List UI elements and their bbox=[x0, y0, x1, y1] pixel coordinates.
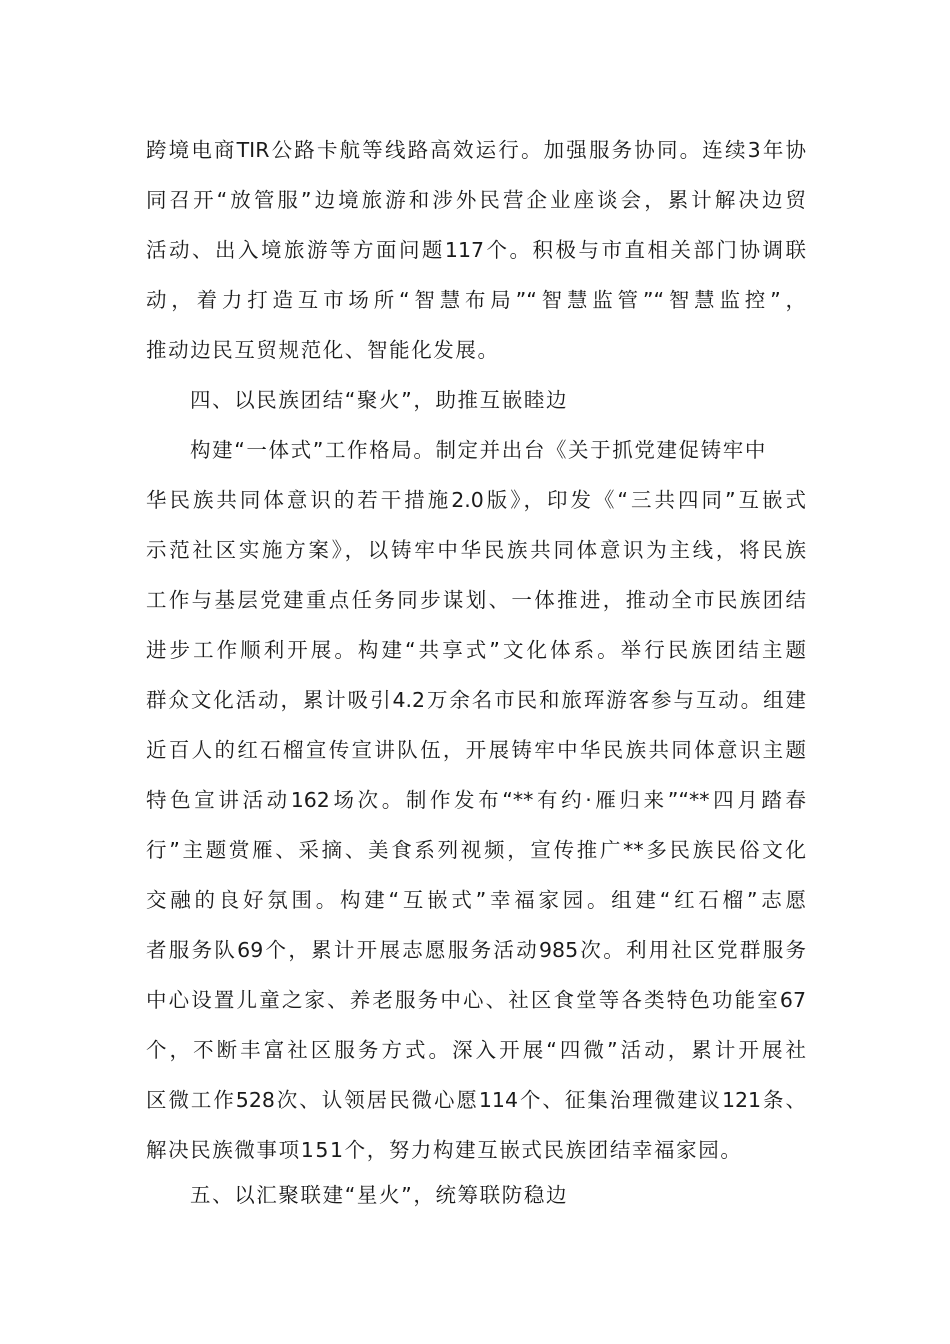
paragraph-ethnic-unity bbox=[146, 425, 806, 1175]
text-line: 交融的良好氛围。构建“互嵌式”幸福家园。组建“红石榴”志愿 bbox=[146, 888, 806, 912]
text-line: 示范社区实施方案》，以铸牢中华民族共同体意识为主线，将民族 bbox=[146, 538, 806, 562]
text-line: 解决民族微事项151个，努力构建互嵌式民族团结幸福家园。 bbox=[146, 1138, 743, 1162]
text-line: 同召开“放管服”边境旅游和涉外民营企业座谈会，累计解决边贸 bbox=[146, 188, 806, 212]
text-line: 群众文化活动，累计吸引4.2万余名市民和旅珲游客参与互动。组建 bbox=[146, 688, 806, 712]
text-line: 个，不断丰富社区服务方式。深入开展“四微”活动，累计开展社 bbox=[146, 1038, 806, 1062]
section-heading-5: 五、以汇聚联建“星火”，统筹联防稳边 bbox=[190, 1183, 569, 1207]
section-heading-4: 四、以民族团结“聚火”，助推互嵌睦边 bbox=[190, 388, 569, 412]
text-line: 行”主题赏雁、采摘、美食系列视频，宣传推广**多民族民俗文化 bbox=[146, 838, 806, 862]
paragraph-border-trade bbox=[146, 125, 806, 375]
text-line: 进步工作顺利开展。构建“共享式”文化体系。举行民族团结主题 bbox=[146, 638, 806, 662]
text-line: 中心设置儿童之家、养老服务中心、社区食堂等各类特色功能室67 bbox=[146, 988, 806, 1012]
text-line: 跨境电商TIR公路卡航等线路高效运行。加强服务协同。连续3年协 bbox=[146, 138, 806, 162]
text-line: 推动边民互贸规范化、智能化发展。 bbox=[146, 338, 500, 362]
text-line: 动，着力打造互市场所“智慧布局”“智慧监管”“智慧监控”， bbox=[146, 288, 806, 312]
text-line: 构建“一体式”工作格局。制定并出台《关于抓党建促铸牢中 bbox=[190, 438, 767, 462]
text-line: 活动、出入境旅游等方面问题117个。积极与市直相关部门协调联 bbox=[146, 238, 806, 262]
text-line: 特色宣讲活动162场次。制作发布“**有约·雁归来”“**四月踏春 bbox=[146, 788, 806, 812]
text-line: 华民族共同体意识的若干措施2.0版》，印发《“三共四同”互嵌式 bbox=[146, 488, 806, 512]
text-line: 者服务队69个，累计开展志愿服务活动985次。利用社区党群服务 bbox=[146, 938, 806, 962]
text-line: 区微工作528次、认领居民微心愿114个、征集治理微建议121条、 bbox=[146, 1088, 806, 1112]
text-line: 近百人的红石榴宣传宣讲队伍，开展铸牢中华民族共同体意识主题 bbox=[146, 738, 806, 762]
text-line: 工作与基层党建重点任务同步谋划、一体推进，推动全市民族团结 bbox=[146, 588, 806, 612]
